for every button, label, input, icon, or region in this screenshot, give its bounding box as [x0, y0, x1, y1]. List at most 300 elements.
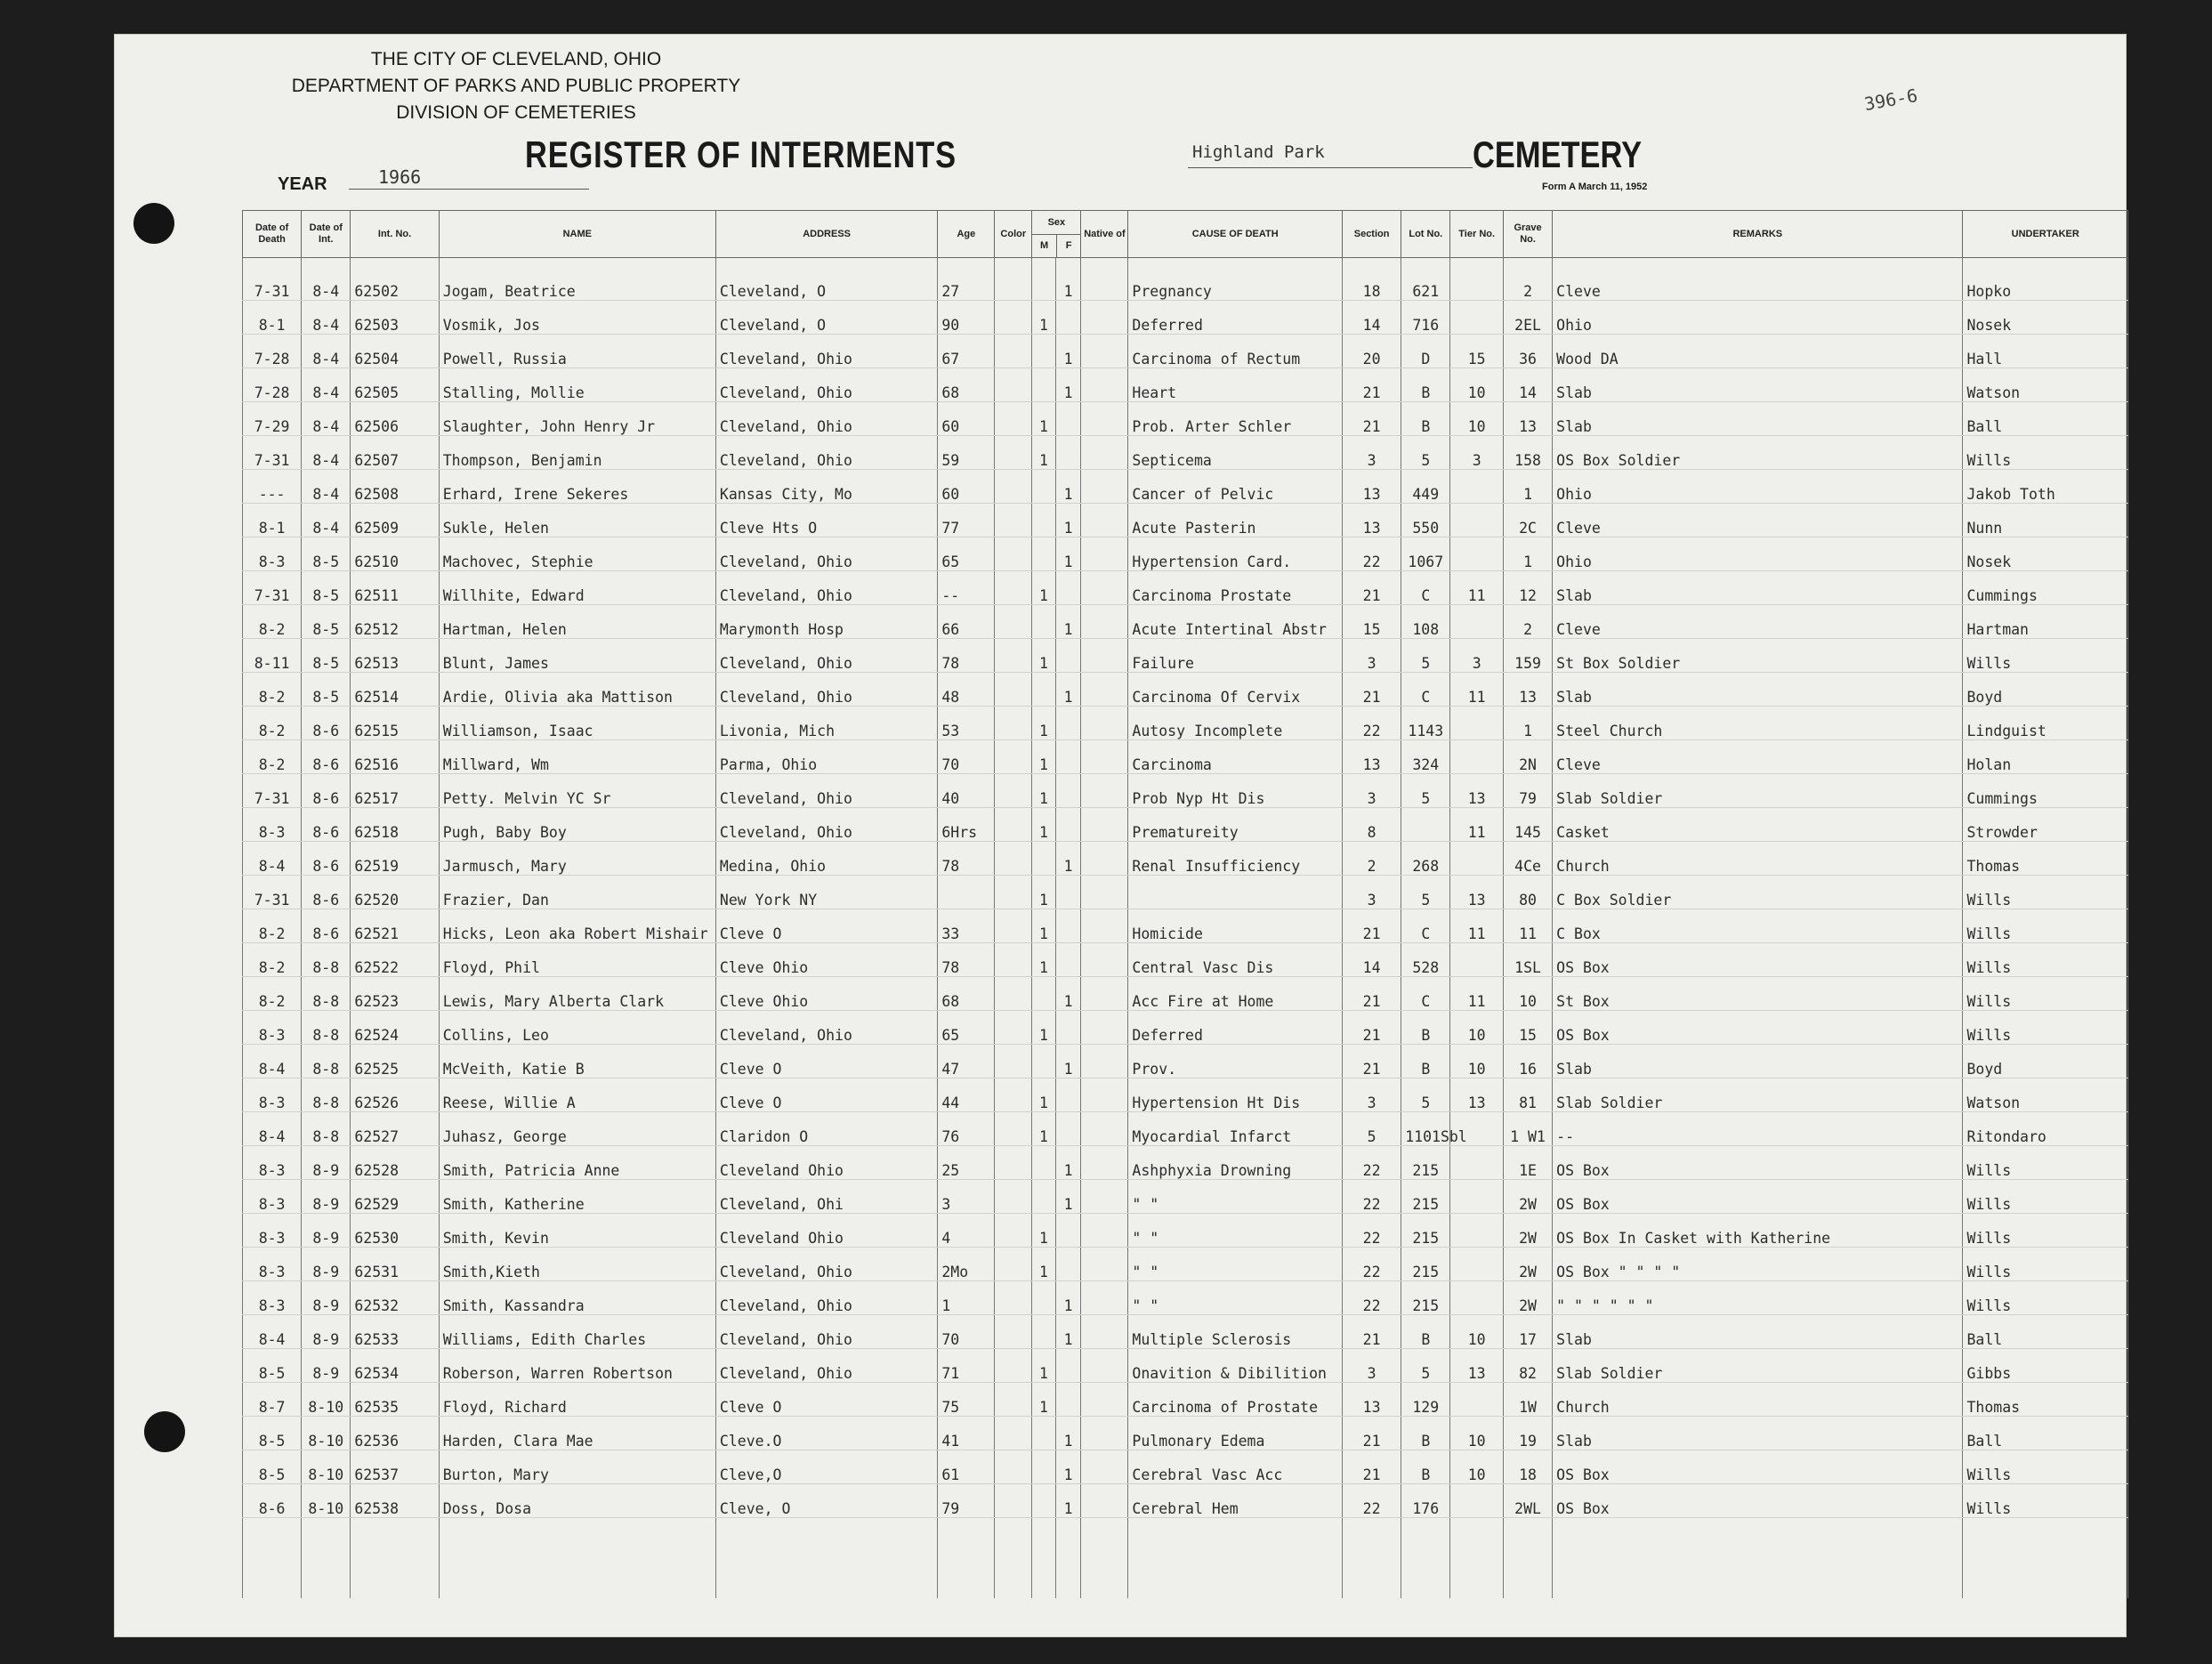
cause-cell: Central Vasc Dis	[1128, 943, 1343, 977]
empty-cell	[1128, 1518, 1343, 1599]
col-cause-of-death: CAUSE OF DEATH	[1128, 211, 1343, 258]
undertaker-cell: Wills	[1963, 436, 2128, 470]
lot-cell: B	[1401, 1315, 1450, 1349]
col-section: Section	[1343, 211, 1401, 258]
section-cell: 22	[1343, 1214, 1401, 1248]
color-cell	[995, 876, 1032, 909]
col-lot-no: Lot No.	[1401, 211, 1450, 258]
section-cell: 13	[1343, 470, 1401, 504]
int-no-cell: 62533	[351, 1315, 439, 1349]
grave-cell: 1W	[1503, 1383, 1552, 1417]
tier-cell: 3	[1450, 436, 1504, 470]
date-of-int-cell: 8-9	[302, 1248, 351, 1281]
color-cell	[995, 301, 1032, 335]
empty-row-space	[243, 1518, 2128, 1599]
native-of-cell	[1081, 470, 1128, 504]
grave-cell: 16	[1503, 1045, 1552, 1078]
binder-hole-bottom	[144, 1411, 185, 1452]
table-row	[243, 808, 2128, 842]
date-of-death-cell: 8-1	[243, 504, 302, 537]
grave-cell: 13	[1503, 402, 1552, 436]
cause-cell: " "	[1128, 1214, 1343, 1248]
sex-m-cell	[1032, 977, 1055, 1011]
date-of-death-cell: 8-4	[243, 1045, 302, 1078]
date-of-int-cell: 8-6	[302, 876, 351, 909]
form-note: Form A March 11, 1952	[1542, 182, 1648, 192]
col-sex-f: F	[1056, 234, 1081, 257]
remarks-cell: Steel Church	[1553, 707, 1963, 740]
address-cell: Cleveland, O	[715, 258, 937, 301]
cause-cell: Renal Insufficiency	[1128, 842, 1343, 876]
name-cell: Smith, Katherine	[439, 1180, 715, 1214]
undertaker-cell: Boyd	[1963, 673, 2128, 707]
native-of-cell	[1081, 673, 1128, 707]
cause-cell: Heart	[1128, 368, 1343, 402]
empty-cell	[1343, 1518, 1401, 1599]
cause-cell: Homicide	[1128, 909, 1343, 943]
sex-m-cell: 1	[1032, 909, 1055, 943]
address-cell: Parma, Ohio	[715, 740, 937, 774]
address-cell: Cleveland, Ohio	[715, 1315, 937, 1349]
grave-cell: 10	[1503, 977, 1552, 1011]
table-row	[243, 1112, 2128, 1146]
interments-table	[242, 210, 2128, 1598]
remarks-cell: OS Box	[1553, 1011, 1963, 1045]
section-cell: 22	[1343, 707, 1401, 740]
native-of-cell	[1081, 639, 1128, 673]
native-of-cell	[1081, 436, 1128, 470]
sex-m-cell	[1032, 1045, 1055, 1078]
int-no-cell: 62536	[351, 1417, 439, 1450]
table-row	[243, 258, 2128, 301]
table-row	[243, 1045, 2128, 1078]
tier-cell: 10	[1450, 1011, 1504, 1045]
date-of-int-cell: 8-8	[302, 1112, 351, 1146]
empty-cell	[938, 1518, 995, 1599]
table-row	[243, 707, 2128, 740]
address-cell: Cleveland, Ohio	[715, 639, 937, 673]
lot-cell: 716	[1401, 301, 1450, 335]
address-cell: Cleve O	[715, 909, 937, 943]
section-cell: 21	[1343, 1417, 1401, 1450]
color-cell	[995, 1078, 1032, 1112]
undertaker-cell: Wills	[1963, 1214, 2128, 1248]
color-cell	[995, 1011, 1032, 1045]
color-cell	[995, 1045, 1032, 1078]
register-title: REGISTER OF INTERMENTS	[525, 133, 957, 175]
name-cell: Willhite, Edward	[439, 571, 715, 605]
age-cell: 60	[938, 402, 995, 436]
grave-cell: 13	[1503, 673, 1552, 707]
date-of-death-cell: 7-28	[243, 335, 302, 368]
lot-cell: B	[1401, 1045, 1450, 1078]
undertaker-cell: Boyd	[1963, 1045, 2128, 1078]
date-of-death-cell: 8-7	[243, 1383, 302, 1417]
sex-f-cell	[1055, 301, 1081, 335]
sex-f-cell	[1055, 808, 1081, 842]
name-cell: Millward, Wm	[439, 740, 715, 774]
lot-cell: 5	[1401, 876, 1450, 909]
sex-f-cell	[1055, 740, 1081, 774]
year-value: 1966	[378, 166, 422, 188]
tier-cell: 3	[1450, 639, 1504, 673]
grave-cell: 145	[1503, 808, 1552, 842]
date-of-death-cell: 7-31	[243, 774, 302, 808]
address-cell: Cleve O	[715, 1078, 937, 1112]
native-of-cell	[1081, 571, 1128, 605]
section-cell: 3	[1343, 1078, 1401, 1112]
color-cell	[995, 1349, 1032, 1383]
color-cell	[995, 571, 1032, 605]
sex-f-cell	[1055, 943, 1081, 977]
grave-cell: 2C	[1503, 504, 1552, 537]
date-of-death-cell: 8-2	[243, 909, 302, 943]
remarks-cell: St Box Soldier	[1553, 639, 1963, 673]
int-no-cell: 62506	[351, 402, 439, 436]
undertaker-cell: Hopko	[1963, 258, 2128, 301]
int-no-cell: 62504	[351, 335, 439, 368]
address-cell: Cleveland, Ohio	[715, 774, 937, 808]
remarks-cell: Slab Soldier	[1553, 774, 1963, 808]
table-row	[243, 673, 2128, 707]
age-cell: 59	[938, 436, 995, 470]
age-cell: 6Hrs	[938, 808, 995, 842]
age-cell: 1	[938, 1281, 995, 1315]
name-cell: Petty. Melvin YC Sr	[439, 774, 715, 808]
sex-f-cell: 1	[1055, 258, 1081, 301]
section-cell: 5	[1343, 1112, 1401, 1146]
table-row	[243, 1484, 2128, 1518]
native-of-cell	[1081, 1214, 1128, 1248]
empty-cell	[1450, 1518, 1504, 1599]
table-row	[243, 1214, 2128, 1248]
address-cell: Cleve O	[715, 1383, 937, 1417]
section-cell: 13	[1343, 504, 1401, 537]
sex-m-cell	[1032, 335, 1055, 368]
native-of-cell	[1081, 1045, 1128, 1078]
address-cell: Cleve Ohio	[715, 977, 937, 1011]
grave-cell: 1	[1503, 537, 1552, 571]
sex-f-cell: 1	[1055, 1484, 1081, 1518]
lot-cell: C	[1401, 673, 1450, 707]
col-grave-no: Grave No.	[1503, 211, 1552, 258]
sex-f-cell	[1055, 1112, 1081, 1146]
name-cell: Hartman, Helen	[439, 605, 715, 639]
grave-cell: 4Ce	[1503, 842, 1552, 876]
address-cell: Cleveland, Ohi	[715, 1180, 937, 1214]
date-of-death-cell: 8-2	[243, 977, 302, 1011]
int-no-cell: 62537	[351, 1450, 439, 1484]
tier-cell: 13	[1450, 1078, 1504, 1112]
remarks-cell: OS Box	[1553, 1484, 1963, 1518]
sex-m-cell: 1	[1032, 402, 1055, 436]
name-cell: Pugh, Baby Boy	[439, 808, 715, 842]
date-of-int-cell: 8-5	[302, 673, 351, 707]
address-cell: Cleveland, Ohio	[715, 1281, 937, 1315]
cause-cell: Acute Intertinal Abstr	[1128, 605, 1343, 639]
grave-cell: 2N	[1503, 740, 1552, 774]
color-cell	[995, 436, 1032, 470]
address-cell: Cleveland, Ohio	[715, 436, 937, 470]
cause-cell: Carcinoma of Rectum	[1128, 335, 1343, 368]
age-cell: 77	[938, 504, 995, 537]
date-of-int-cell: 8-8	[302, 977, 351, 1011]
color-cell	[995, 1281, 1032, 1315]
sex-m-cell	[1032, 1180, 1055, 1214]
tier-cell: 11	[1450, 977, 1504, 1011]
age-cell: 60	[938, 470, 995, 504]
table-row	[243, 1011, 2128, 1045]
color-cell	[995, 504, 1032, 537]
section-cell: 3	[1343, 876, 1401, 909]
cause-cell: " "	[1128, 1180, 1343, 1214]
sex-f-cell: 1	[1055, 605, 1081, 639]
sex-f-cell: 1	[1055, 1281, 1081, 1315]
lot-cell: 5	[1401, 436, 1450, 470]
sex-f-cell	[1055, 571, 1081, 605]
date-of-int-cell: 8-4	[302, 258, 351, 301]
remarks-cell: Slab	[1553, 1045, 1963, 1078]
sex-f-cell	[1055, 1383, 1081, 1417]
remarks-cell: Slab	[1553, 571, 1963, 605]
date-of-death-cell: 8-2	[243, 673, 302, 707]
age-cell: 25	[938, 1146, 995, 1180]
division-line: DIVISION OF CEMETERIES	[396, 102, 636, 123]
native-of-cell	[1081, 977, 1128, 1011]
age-cell: 48	[938, 673, 995, 707]
lot-cell: 215	[1401, 1214, 1450, 1248]
table-row	[243, 909, 2128, 943]
sex-f-cell: 1	[1055, 1180, 1081, 1214]
date-of-int-cell: 8-4	[302, 436, 351, 470]
table-row	[243, 943, 2128, 977]
name-cell: Erhard, Irene Sekeres	[439, 470, 715, 504]
col-sex-m: M	[1032, 234, 1056, 257]
grave-cell: 18	[1503, 1450, 1552, 1484]
address-cell: Cleveland, Ohio	[715, 1248, 937, 1281]
name-cell: Hicks, Leon aka Robert Mishair	[439, 909, 715, 943]
remarks-cell: OS Box	[1553, 1146, 1963, 1180]
remarks-cell: OS Box In Casket with Katherine	[1553, 1214, 1963, 1248]
cause-cell: Carcinoma Of Cervix	[1128, 673, 1343, 707]
table-row	[243, 740, 2128, 774]
color-cell	[995, 537, 1032, 571]
color-cell	[995, 774, 1032, 808]
sex-m-cell: 1	[1032, 1214, 1055, 1248]
undertaker-cell: Nosek	[1963, 537, 2128, 571]
address-cell: Cleveland, Ohio	[715, 402, 937, 436]
col-int-no: Int. No.	[351, 211, 439, 258]
address-cell: Claridon O	[715, 1112, 937, 1146]
sex-m-cell: 1	[1032, 639, 1055, 673]
year-label: YEAR	[278, 174, 327, 194]
sex-m-cell	[1032, 1146, 1055, 1180]
lot-cell: 1101Sbl	[1401, 1112, 1450, 1146]
empty-cell	[302, 1518, 351, 1599]
address-cell: Cleveland Ohio	[715, 1214, 937, 1248]
section-cell: 21	[1343, 977, 1401, 1011]
address-cell: Cleveland, Ohio	[715, 808, 937, 842]
table-row	[243, 335, 2128, 368]
section-cell: 14	[1343, 943, 1401, 977]
section-cell: 13	[1343, 740, 1401, 774]
lot-cell: 1143	[1401, 707, 1450, 740]
int-no-cell: 62521	[351, 909, 439, 943]
name-cell: Stalling, Mollie	[439, 368, 715, 402]
native-of-cell	[1081, 1248, 1128, 1281]
undertaker-cell: Wills	[1963, 639, 2128, 673]
date-of-int-cell: 8-8	[302, 1078, 351, 1112]
col-remarks: REMARKS	[1553, 211, 1963, 258]
date-of-int-cell: 8-8	[302, 943, 351, 977]
section-cell: 21	[1343, 673, 1401, 707]
date-of-death-cell: 8-3	[243, 1011, 302, 1045]
int-no-cell: 62510	[351, 537, 439, 571]
date-of-death-cell: 8-3	[243, 808, 302, 842]
undertaker-cell: Ritondaro	[1963, 1112, 2128, 1146]
section-cell: 22	[1343, 1484, 1401, 1518]
col-color: Color	[995, 211, 1032, 258]
sex-f-cell: 1	[1055, 537, 1081, 571]
age-cell: 78	[938, 943, 995, 977]
date-of-int-cell: 8-6	[302, 808, 351, 842]
cause-cell: Pregnancy	[1128, 258, 1343, 301]
table-row	[243, 301, 2128, 335]
name-cell: Frazier, Dan	[439, 876, 715, 909]
grave-cell: 19	[1503, 1417, 1552, 1450]
native-of-cell	[1081, 301, 1128, 335]
cause-cell: Prob Nyp Ht Dis	[1128, 774, 1343, 808]
date-of-death-cell: ---	[243, 470, 302, 504]
section-cell: 21	[1343, 1011, 1401, 1045]
sex-f-cell	[1055, 402, 1081, 436]
int-no-cell: 62520	[351, 876, 439, 909]
name-cell: Reese, Willie A	[439, 1078, 715, 1112]
section-cell: 21	[1343, 1450, 1401, 1484]
col-undertaker: UNDERTAKER	[1963, 211, 2128, 258]
section-cell: 21	[1343, 402, 1401, 436]
address-cell: Cleve, O	[715, 1484, 937, 1518]
date-of-int-cell: 8-9	[302, 1214, 351, 1248]
color-cell	[995, 707, 1032, 740]
sex-f-cell: 1	[1055, 1045, 1081, 1078]
remarks-cell: C Box	[1553, 909, 1963, 943]
col-age: Age	[938, 211, 995, 258]
sex-f-cell: 1	[1055, 504, 1081, 537]
year-rule	[349, 189, 589, 190]
grave-cell: 2EL	[1503, 301, 1552, 335]
address-cell: Cleve Hts O	[715, 504, 937, 537]
empty-cell	[1503, 1518, 1552, 1599]
lot-cell: C	[1401, 909, 1450, 943]
cause-cell: Cerebral Vasc Acc	[1128, 1450, 1343, 1484]
grave-cell: 12	[1503, 571, 1552, 605]
cause-cell: Multiple Sclerosis	[1128, 1315, 1343, 1349]
sex-m-cell	[1032, 842, 1055, 876]
native-of-cell	[1081, 740, 1128, 774]
color-cell	[995, 909, 1032, 943]
empty-cell	[1963, 1518, 2128, 1599]
lot-cell: 215	[1401, 1281, 1450, 1315]
date-of-death-cell: 7-29	[243, 402, 302, 436]
int-no-cell: 62522	[351, 943, 439, 977]
sex-m-cell: 1	[1032, 943, 1055, 977]
sex-f-cell: 1	[1055, 1146, 1081, 1180]
tier-cell	[1450, 504, 1504, 537]
sex-m-cell: 1	[1032, 436, 1055, 470]
section-cell: 21	[1343, 571, 1401, 605]
color-cell	[995, 1484, 1032, 1518]
int-no-cell: 62527	[351, 1112, 439, 1146]
native-of-cell	[1081, 1078, 1128, 1112]
int-no-cell: 62516	[351, 740, 439, 774]
name-cell: Jogam, Beatrice	[439, 258, 715, 301]
date-of-int-cell: 8-6	[302, 740, 351, 774]
undertaker-cell: Holan	[1963, 740, 2128, 774]
age-cell: 70	[938, 1315, 995, 1349]
undertaker-cell: Ball	[1963, 1417, 2128, 1450]
color-cell	[995, 1248, 1032, 1281]
grave-cell: 82	[1503, 1349, 1552, 1383]
tier-cell: 11	[1450, 808, 1504, 842]
sex-f-cell	[1055, 1248, 1081, 1281]
date-of-death-cell: 7-31	[243, 571, 302, 605]
cause-cell: Cerebral Hem	[1128, 1484, 1343, 1518]
native-of-cell	[1081, 1484, 1128, 1518]
age-cell: 65	[938, 537, 995, 571]
age-cell: 76	[938, 1112, 995, 1146]
int-no-cell: 62519	[351, 842, 439, 876]
date-of-int-cell: 8-10	[302, 1383, 351, 1417]
tier-cell	[1450, 1484, 1504, 1518]
table-row	[243, 1450, 2128, 1484]
sex-m-cell: 1	[1032, 876, 1055, 909]
address-cell: Kansas City, Mo	[715, 470, 937, 504]
date-of-death-cell: 8-5	[243, 1417, 302, 1450]
department-line: DEPARTMENT OF PARKS AND PUBLIC PROPERTY	[291, 76, 741, 96]
table-row	[243, 774, 2128, 808]
section-cell: 3	[1343, 774, 1401, 808]
native-of-cell	[1081, 1417, 1128, 1450]
table-row	[243, 605, 2128, 639]
cause-cell: Autosy Incomplete	[1128, 707, 1343, 740]
sex-m-cell: 1	[1032, 740, 1055, 774]
date-of-int-cell: 8-6	[302, 842, 351, 876]
tier-cell	[1450, 1214, 1504, 1248]
age-cell: 70	[938, 740, 995, 774]
name-cell: Burton, Mary	[439, 1450, 715, 1484]
color-cell	[995, 1315, 1032, 1349]
name-cell: Floyd, Phil	[439, 943, 715, 977]
undertaker-cell: Strowder	[1963, 808, 2128, 842]
undertaker-cell: Wills	[1963, 943, 2128, 977]
undertaker-cell: Hartman	[1963, 605, 2128, 639]
grave-cell: 2W	[1503, 1214, 1552, 1248]
remarks-cell: OS Box	[1553, 1180, 1963, 1214]
age-cell: 4	[938, 1214, 995, 1248]
lot-cell: B	[1401, 402, 1450, 436]
sex-f-cell	[1055, 639, 1081, 673]
color-cell	[995, 1417, 1032, 1450]
lot-cell: 215	[1401, 1146, 1450, 1180]
date-of-int-cell: 8-6	[302, 774, 351, 808]
age-cell: 27	[938, 258, 995, 301]
lot-cell: 449	[1401, 470, 1450, 504]
undertaker-cell: Lindguist	[1963, 707, 2128, 740]
cause-cell: " "	[1128, 1281, 1343, 1315]
age-cell: 65	[938, 1011, 995, 1045]
sex-m-cell	[1032, 1281, 1055, 1315]
